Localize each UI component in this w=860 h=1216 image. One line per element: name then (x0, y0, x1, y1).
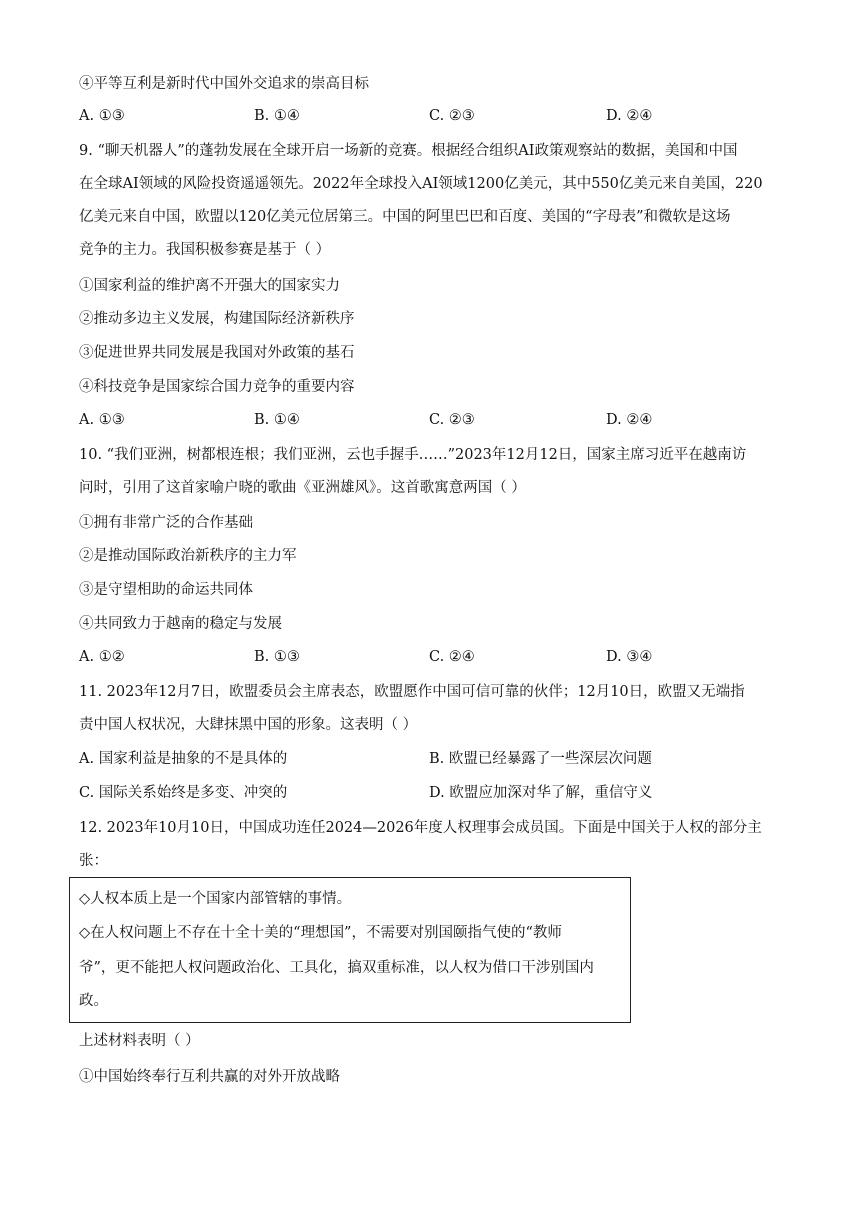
q8-option-d: D. ②④ (606, 108, 653, 124)
q10-option-a: A. ①② (79, 649, 125, 665)
q12-box-line-1: ◇人权本质上是一个国家内部管辖的事情。 (79, 891, 352, 907)
q11-option-b: B. 欧盟已经暴露了一些深层次问题 (429, 751, 652, 767)
q10-item-3: ③是守望相助的命运共同体 (79, 582, 253, 598)
q12-box-line-3: 爷”，更不能把人权问题政治化、工具化，搞双重标准，以人权为借口干涉别国内 (79, 960, 594, 976)
q11-stem-line-1: 11. 2023年12月7日，欧盟委员会主席表态，欧盟愿作中国可信可靠的伙伴；12月10日，欧盟又无端指 (79, 684, 745, 700)
q9-option-d: D. ②④ (606, 412, 653, 428)
q12-item-1: ①中国始终奉行互利共赢的对外开放战略 (79, 1069, 340, 1085)
q9-item-3: ③促进世界共同发展是我国对外政策的基石 (79, 345, 355, 361)
q9-option-b: B. ①④ (254, 412, 300, 428)
q12-stem-line-2: 张： (79, 853, 108, 869)
q10-option-d: D. ③④ (606, 649, 653, 665)
q11-option-a: A. 国家利益是抽象的不是具体的 (79, 751, 288, 767)
q9-item-1: ①国家利益的维护离不开强大的国家实力 (79, 278, 340, 294)
q9-item-4: ④科技竞争是国家综合国力竞争的重要内容 (79, 379, 355, 395)
q9-option-a: A. ①③ (79, 412, 125, 428)
q8-item-4: ④平等互利是新时代中国外交追求的崇高目标 (79, 76, 369, 92)
q10-stem-line-1: 10. “我们亚洲，树都根连根；我们亚洲，云也手握手……”2023年12月12日，国家主席习近平在越南访 (79, 447, 747, 463)
q9-option-c: C. ②③ (429, 412, 475, 428)
q8-option-c: C. ②③ (429, 108, 475, 124)
q9-stem-line-2: 在全球AI领域的风险投资遥遥领先。2022年全球投入AI领域1200亿美元，其中550亿美元来自美国，220 (79, 176, 763, 192)
q10-option-b: B. ①③ (254, 649, 300, 665)
q10-item-1: ①拥有非常广泛的合作基础 (79, 515, 253, 531)
q9-stem-line-3: 亿美元来自中国，欧盟以120亿美元位居第三。中国的阿里巴巴和百度、美国的“字母表”和微软是这场 (79, 209, 731, 225)
q11-option-c: C. 国际关系始终是多变、冲突的 (79, 785, 288, 801)
q12-material-box (69, 877, 631, 1023)
q10-item-2: ②是推动国际政治新秩序的主力军 (79, 548, 297, 564)
q10-option-c: C. ②④ (429, 649, 475, 665)
q9-stem-line-4: 竞争的主力。我国积极参赛是基于（ ） (79, 242, 331, 258)
q9-stem-line-1: 9. “聊天机器人”的蓬勃发展在全球开启一场新的竞赛。根据经合组织AI政策观察站的数据，美国和中国 (79, 143, 738, 159)
q12-prompt: 上述材料表明（ ） (79, 1033, 200, 1049)
q12-box-line-4: 政。 (79, 993, 108, 1009)
q11-option-d: D. 欧盟应加深对华了解，重信守义 (429, 785, 653, 801)
q8-option-a: A. ①③ (79, 108, 125, 124)
q10-stem-line-2: 问时，引用了这首家喻户晓的歌曲《亚洲雄风》。这首歌寓意两国（ ） (79, 480, 526, 496)
q11-stem-line-2: 责中国人权状况，大肆抹黑中国的形象。这表明（ ） (79, 717, 418, 733)
q10-item-4: ④共同致力于越南的稳定与发展 (79, 616, 282, 632)
q12-stem-line-1: 12. 2023年10月10日，中国成功连任2024—2026年度人权理事会成员国。下面是中国关于人权的部分主 (79, 820, 762, 836)
q9-item-2: ②推动多边主义发展，构建国际经济新秩序 (79, 311, 355, 327)
q8-option-b: B. ①④ (254, 108, 300, 124)
q12-box-line-2: ◇在人权问题上不存在十全十美的“理想国”，不需要对别国颐指气使的“教师 (79, 925, 562, 941)
